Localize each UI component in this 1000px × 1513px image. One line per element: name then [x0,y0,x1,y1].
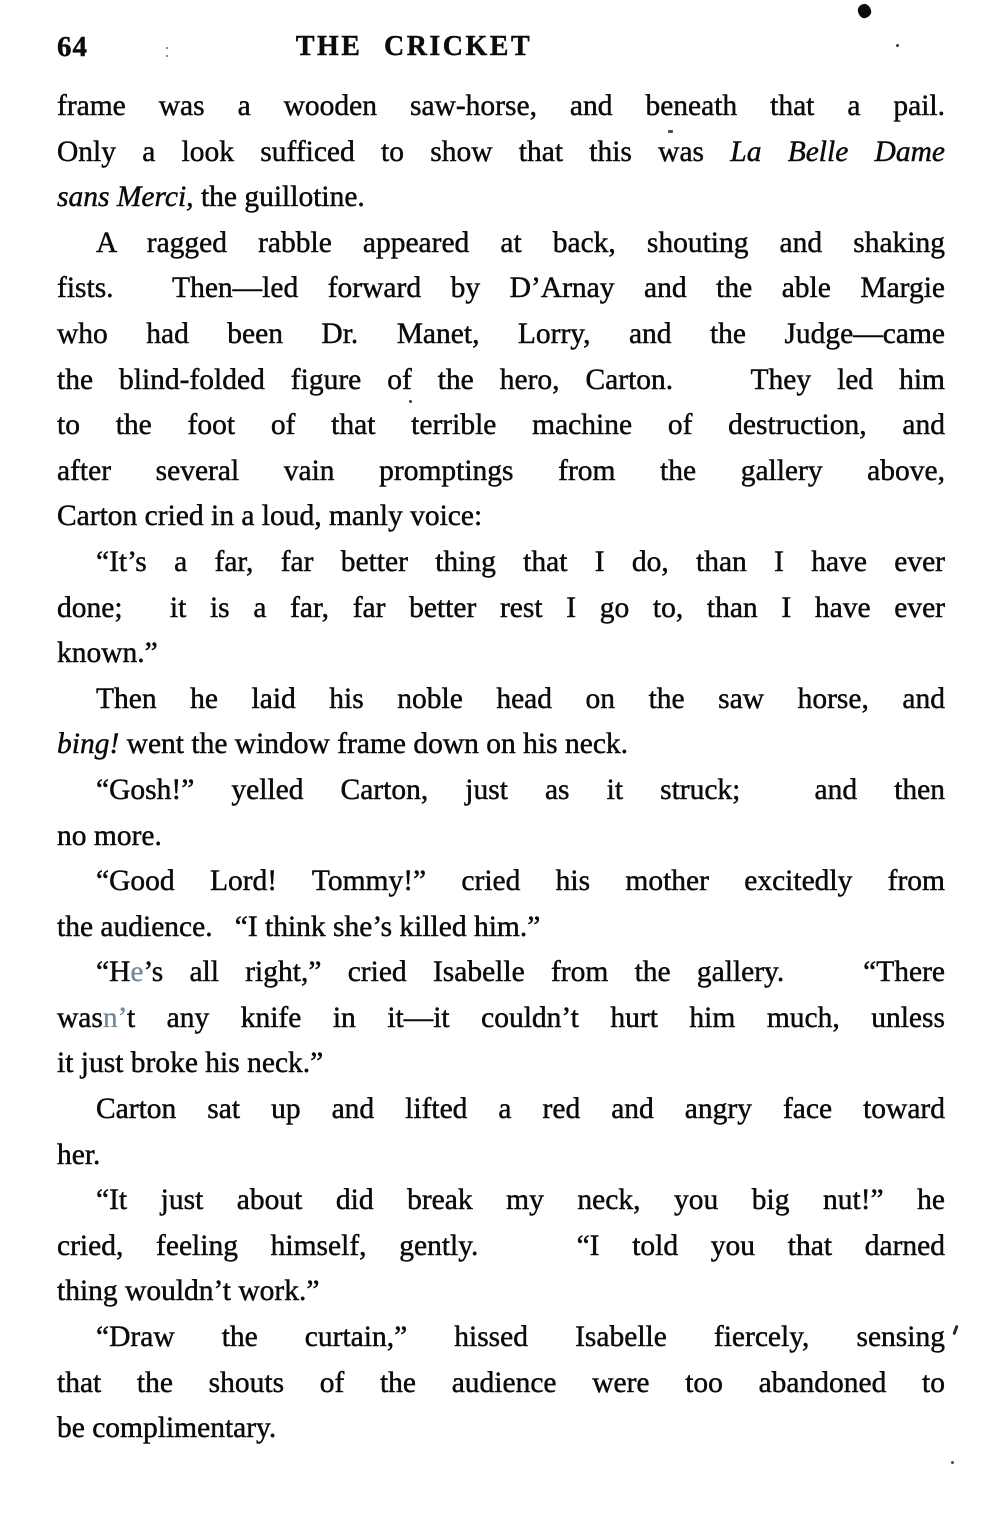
text-segment: that the shouts of the audience were too abandoned to [57,1366,945,1399]
text-segment: “H [96,956,131,989]
text-segment: to the foot of that terrible machine of destruction, and [57,409,945,442]
paragraph [57,221,945,540]
damaged-print-text: n’ [102,1001,127,1034]
text-segment: frame was a wooden saw-horse, and beneath that a pail. [57,90,945,122]
running-title: THE CRICKET [295,31,533,62]
paragraph [57,1087,945,1178]
paragraph [57,84,945,221]
page-number: 64 [57,31,88,63]
text-line [57,1269,945,1315]
text-line [57,950,945,996]
text-line [57,996,945,1042]
ink-speck [896,44,899,47]
text-line [57,266,945,312]
text-line [57,540,945,586]
paragraph [57,768,945,859]
text-line [57,859,945,905]
text-segment: “Draw the curtain,” hissed Isabelle fiercely, sensing [96,1321,945,1354]
text-line [57,586,945,632]
text-line [57,1041,945,1087]
text-segment: done; it is a far, far better rest I go to, than I have ever [57,591,945,624]
text-segment: her. [57,1138,101,1171]
damaged-print-text: e [130,956,144,989]
text-segment: “It just about did break my neck, you big nut!” he [96,1184,945,1217]
paragraph [57,950,945,1087]
text-segment: the audience. “I think she’s killed him.” [57,910,541,943]
text-line [57,1087,945,1133]
text-line [57,631,945,677]
text-line [57,221,945,267]
paragraph [57,859,945,950]
paragraph [57,677,945,768]
text-line [57,722,945,768]
ink-speck [856,3,872,20]
text-line [57,905,945,951]
text-line [57,1315,945,1361]
text-segment: was [57,1001,103,1034]
text-line [57,449,945,495]
text-segment: the blind-folded figure of the hero, Carton. They led him [57,363,945,396]
text-segment: after several vain promptings from the gallery above, [57,454,945,487]
text-line [57,130,945,176]
paragraph [57,540,945,677]
text-segment: t any knife in it—it couldn’t hurt him much, unless [126,1001,945,1034]
italic-text: La Belle Dame [730,135,945,168]
paragraph [57,1315,945,1452]
text-segment: be complimentary. [57,1412,277,1445]
ink-speck [409,400,412,403]
text-segment: who had been Dr. Manet, Lorry, and the Judge—came [57,317,945,350]
text-segment: “Gosh!” yelled Carton, just as it struck; and then [96,773,945,806]
text-segment: no more. [57,819,162,852]
text-segment: Carton sat up and lifted a red and angry face toward [96,1093,945,1126]
text-segment: A ragged rabble appeared at back, shouting and shaking [96,226,945,259]
paragraph [57,1178,945,1315]
text-line [57,494,945,540]
text-segment: fists. Then—led forward by D’Arnay and the able Margie [57,272,945,305]
text-line [57,1361,945,1407]
text-line [57,358,945,404]
text-line [57,1224,945,1270]
ink-speck [952,1325,958,1335]
text-block [57,84,945,1452]
text-segment: thing wouldn’t work.” [57,1275,320,1308]
text-segment: Only a look sufficed to show that this was [57,135,731,168]
text-segment: it just broke his neck.” [57,1047,324,1080]
text-line [57,312,945,358]
text-segment: “Good Lord! Tommy!” cried his mother excitedly from [96,865,945,898]
text-segment: Carton cried in a loud, manly voice: [57,500,483,533]
text-line [57,403,945,449]
text-segment: ’s all right,” cried Isabelle from the gallery. “There [143,956,945,989]
italic-text: sans Merci, [57,181,194,214]
text-segment: known.” [57,637,158,670]
text-line [57,1133,945,1179]
ink-speck [951,1461,954,1464]
ink-speck [668,130,673,133]
text-line [57,814,945,860]
text-line [57,1178,945,1224]
ink-speck [166,47,168,49]
text-segment: went the window frame down on his neck. [119,728,629,761]
text-line [57,768,945,814]
text-line [57,677,945,723]
text-line [57,175,945,221]
text-segment: Then he laid his noble head on the saw horse, and [96,682,945,715]
text-segment: cried, feeling himself, gently. “I told you that darned [57,1229,945,1262]
text-segment: “It’s a far, far better thing that I do, than I have ever [96,545,945,578]
italic-text: bing! [57,728,120,761]
text-segment: the guillotine. [193,181,365,214]
text-line [57,1406,945,1452]
text-line [57,84,945,130]
